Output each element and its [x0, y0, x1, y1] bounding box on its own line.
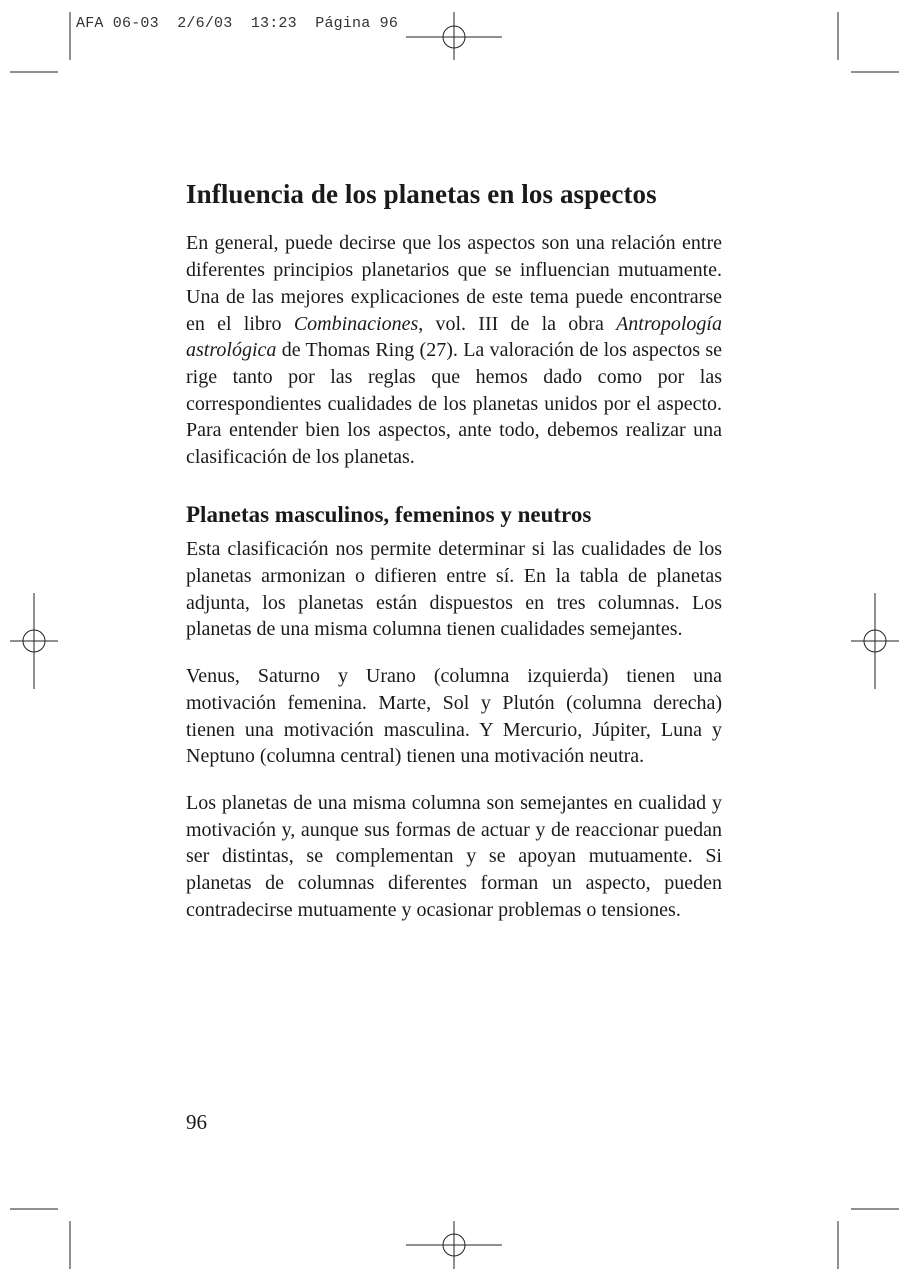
paragraph-classification: Esta clasificación nos permite determinar si las cualidades de los planetas armonizan o difieren entre sí. En la tabla de planetas adjunta, los planetas están dispuestos en tres columnas. Los planetas de una misma columna tienen cualidades semejantes. — [186, 538, 722, 641]
intro-paragraph — [186, 230, 722, 470]
registration-mark-top — [406, 12, 502, 60]
registration-mark-right — [851, 593, 899, 689]
text-column — [186, 178, 722, 923]
registration-mark-bottom — [406, 1221, 502, 1269]
book-title: Combinaciones — [293, 312, 419, 335]
print-slug: AFA 06-03 2/6/03 13:23 Página 96 — [76, 15, 399, 32]
work-title: Antropología astrológica — [186, 312, 722, 362]
subsection-title: Planetas masculinos, femeninos y neutros — [186, 501, 592, 527]
intro-text-1: En general, puede decirse que los aspectos son una relación entre diferentes principios planetarios que se influencian mutuamente. Una de las mejores explicaciones de este tema puede encontrarse en el libro — [186, 232, 722, 335]
registration-mark-left — [10, 593, 58, 689]
section-title: Influencia de los planetas en los aspectos — [186, 179, 657, 209]
intro-text-3: de Thomas Ring (27). La valoración de los aspectos se rige tanto por las reglas que hemos dado como por las correspondientes cualidades de los planetas unidos por el aspecto. Para entender bien los aspectos, ante todo, debemos realizar una clasificación de los planetas. — [186, 339, 722, 469]
paragraph-columns: Los planetas de una misma columna son semejantes en cualidad y motivación y, aunque sus formas de actuar y de reaccionar puedan ser distintas, se complementan y se apoyan mutuamente. Si planetas de columnas diferentes forman un aspecto, pueden contradecirse mutuamente y ocasionar problemas o tensiones. — [186, 791, 722, 921]
intro-text-2: , vol. III de la obra — [418, 312, 617, 335]
page-number: 96 — [186, 1110, 207, 1134]
paragraph-motivation: Venus, Saturno y Urano (columna izquierda) tienen una motivación femenina. Marte, Sol y Plutón (columna derecha) tienen una motivación masculina. Y Mercurio, Júpiter, Luna y Neptuno (columna central) tienen una motivación neutra. — [186, 665, 722, 768]
